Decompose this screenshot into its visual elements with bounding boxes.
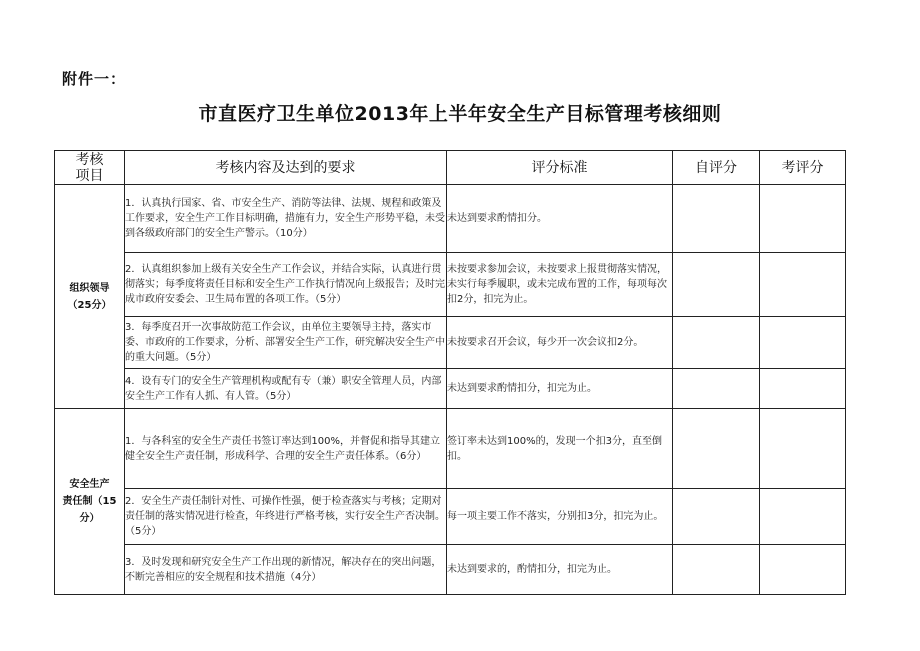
table-row (55, 409, 846, 489)
requirement-cell: 3．及时发现和研究安全生产工作出现的新情况，解决存在的突出问题，不断完善相应的安全规程和技术措施（4分） (125, 545, 447, 595)
standard-cell: 每一项主要工作不落实，分别扣3分，扣完为止。 (447, 489, 673, 545)
standard-cell: 未达到要求酌情扣分，扣完为止。 (447, 369, 673, 409)
review-score-cell[interactable] (760, 185, 846, 253)
table-row (55, 489, 846, 545)
review-score-cell[interactable] (760, 409, 846, 489)
review-score-cell[interactable] (760, 317, 846, 369)
requirement-cell: 1．认真执行国家、省、市安全生产、消防等法律、法规、规程和政策及工作要求，安全生产工作目标明确，措施有力，安全生产形势平稳，未受到各级政府部门的安全生产警示。（10分） (125, 185, 447, 253)
table-row (55, 545, 846, 595)
requirement-cell: 2．安全生产责任制针对性、可操作性强，便于检查落实与考核；定期对责任制的落实情况进行检查，年终进行严格考核，实行安全生产否决制。（5分） (125, 489, 447, 545)
document-title: 市直医疗卫生单位2013年上半年安全生产目标管理考核细则 (198, 103, 722, 125)
requirement-cell: 1．与各科室的安全生产责任书签订率达到100%，并督促和指导其建立健全安全生产责任制，形成科学、合理的安全生产责任体系。（6分） (125, 409, 447, 489)
table-row (55, 253, 846, 317)
table-header-row (55, 151, 846, 185)
requirement-cell: 4．设有专门的安全生产管理机构或配有专（兼）职安全管理人员，内部安全生产工作有人抓、有人管。（5分） (125, 369, 447, 409)
header-review-score: 考评分 (760, 151, 846, 185)
table-row (55, 317, 846, 369)
standard-cell: 未达到要求酌情扣分。 (447, 185, 673, 253)
self-score-cell[interactable] (673, 185, 760, 253)
category-cell-org-leadership: 组织领导 （25分） (55, 185, 125, 409)
requirement-cell: 2．认真组织参加上级有关安全生产工作会议，并结合实际，认真进行贯彻落实；每季度将责任目标和安全生产工作执行情况向上级报告；及时完成市政府安委会、卫生局布置的各项工作。（5分） (125, 253, 447, 317)
standard-cell: 未按要求召开会议，每少开一次会议扣2分。 (447, 317, 673, 369)
standard-cell: 签订率未达到100%的，发现一个扣3分，直至倒扣。 (447, 409, 673, 489)
review-score-cell[interactable] (760, 253, 846, 317)
requirement-cell: 3．每季度召开一次事故防范工作会议，由单位主要领导主持，落实市委、市政府的工作要求，分析、部署安全生产工作，研究解决安全生产中的重大问题。（5分） (125, 317, 447, 369)
table-row (55, 369, 846, 409)
review-score-cell[interactable] (760, 545, 846, 595)
review-score-cell[interactable] (760, 369, 846, 409)
standard-cell: 未达到要求的，酌情扣分，扣完为止。 (447, 545, 673, 595)
self-score-cell[interactable] (673, 489, 760, 545)
header-standard: 评分标准 (447, 151, 673, 185)
self-score-cell[interactable] (673, 317, 760, 369)
category-cell-safety-responsibility: 安全生产 责任制（15 分） (55, 409, 125, 595)
assessment-table (54, 150, 846, 595)
standard-cell: 未按要求参加会议，未按要求上报贯彻落实情况，未实行每季履职，或未完成布置的工作，每项每次扣2分，扣完为止。 (447, 253, 673, 317)
self-score-cell[interactable] (673, 253, 760, 317)
table-row (55, 185, 846, 253)
self-score-cell[interactable] (673, 545, 760, 595)
self-score-cell[interactable] (673, 409, 760, 489)
self-score-cell[interactable] (673, 369, 760, 409)
review-score-cell[interactable] (760, 489, 846, 545)
header-item: 考核 项目 (55, 151, 125, 185)
header-self-score: 自评分 (673, 151, 760, 185)
header-requirement: 考核内容及达到的要求 (125, 151, 447, 185)
attachment-label: 附件一： (62, 70, 127, 88)
